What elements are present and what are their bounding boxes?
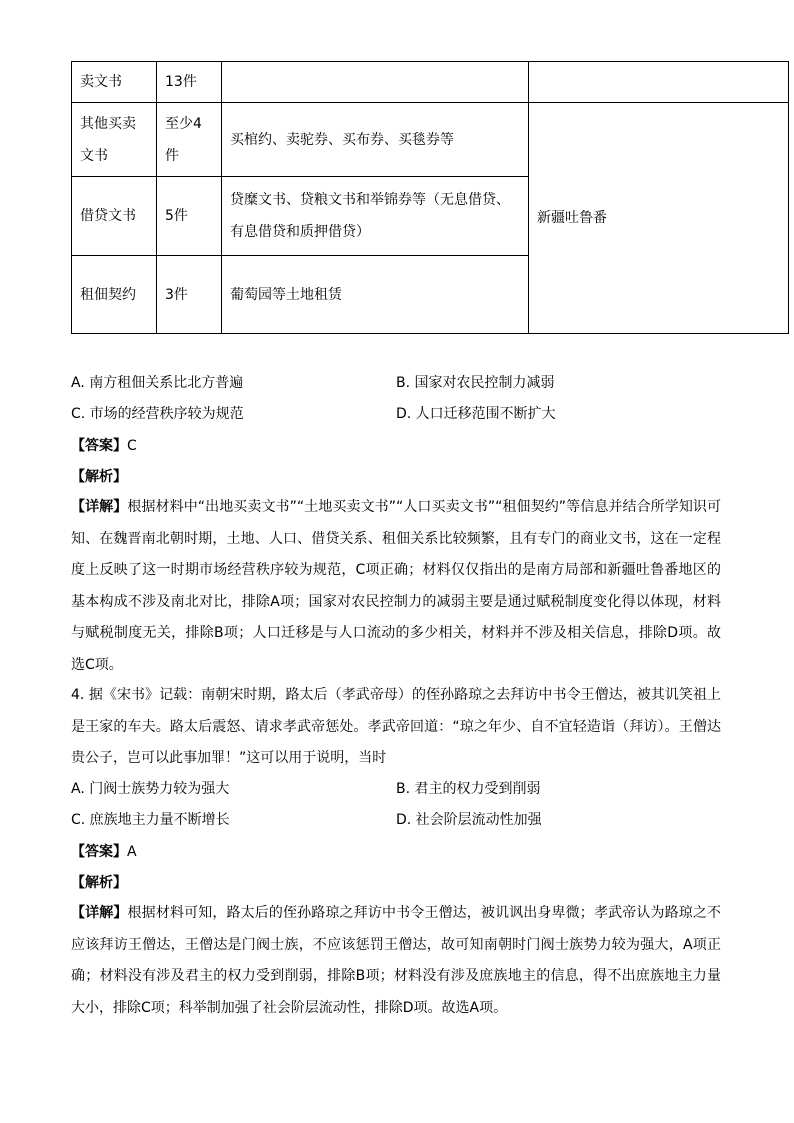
doc-content-cell: 买棺约、卖驼券、买布券、买毯券等	[222, 103, 529, 177]
q3-answer	[71, 436, 137, 456]
doc-content-cell: 葡萄园等土地租赁	[222, 256, 529, 334]
detail-label: 【详解】	[71, 905, 128, 921]
q4-option-c: C. 庶族地主力量不断增长	[71, 812, 230, 828]
doc-count-cell: 3件	[157, 256, 222, 334]
doc-count-cell: 5件	[157, 177, 222, 256]
q3-option-d: D. 人口迁移范围不断扩大	[396, 406, 556, 422]
q3-detail	[71, 492, 721, 681]
documents-table	[71, 61, 789, 334]
region-cell	[529, 62, 789, 103]
table-row	[72, 62, 789, 103]
answer-value: A	[127, 844, 137, 860]
doc-type-cell: 借贷文书	[72, 177, 157, 256]
doc-type-cell: 租佃契约	[72, 256, 157, 334]
q3-option-b: B. 国家对农民控制力减弱	[396, 375, 555, 391]
analysis-label: 【解析】	[71, 875, 127, 891]
q3-option-c: C. 市场的经营秩序较为规范	[71, 406, 244, 422]
answer-label: 【答案】	[71, 438, 127, 454]
q4-option-b: B. 君主的权力受到削弱	[396, 781, 541, 797]
detail-label: 【详解】	[71, 499, 128, 515]
merged-region-cell: 新疆吐鲁番	[529, 103, 789, 334]
q4-stem: 4. 据《宋书》记载：南朝宋时期，路太后（孝武帝母）的侄孙路琼之去拜访中书令王僧达，被其讥笑祖上是王家的车夫。路太后震怒、请求孝武帝惩处。孝武帝回道：“琼之年少、自不宜轻造诣（拜访）。王僧达贵公子，岂可以此事加罪！”这可以用于说明，当时	[71, 687, 721, 766]
answer-value: C	[127, 438, 137, 454]
doc-count-cell: 至少4件	[157, 103, 222, 177]
answer-label: 【答案】	[71, 844, 127, 860]
analysis-label: 【解析】	[71, 469, 127, 485]
detail-text: 根据材料中“出地买卖文书”“土地买卖文书”“人口买卖文书”“租佃契约”等信息并结合所学知识可知、在魏晋南北朝时期，土地、人口、借贷关系、租佃关系比较频繁，且有专门的商业文书，这在一定程度上反映了这一时期市场经营秩序较为规范，C项正确；材料仅仅指出的是南方局部和新疆吐鲁番地区的基本构成不涉及南北对比，排除A项；国家对农民控制力的减弱主要是通过赋税制度变化得以体现，材料与赋税制度无关，排除B项；人口迁移是与人口流动的多少相关，材料并不涉及相关信息，排除D项。故选C项。	[71, 499, 722, 673]
q4-answer	[71, 842, 137, 862]
q4-option-d: D. 社会阶层流动性加强	[396, 812, 542, 828]
q3-analysis-label	[71, 467, 127, 487]
doc-type-cell: 卖文书	[72, 62, 157, 103]
q4-analysis-label	[71, 873, 127, 893]
doc-content-cell: 贷糜文书、贷粮文书和举锦券等（无息借贷、有息借贷和质押借贷）	[222, 177, 529, 256]
q4-option-a: A. 门阀士族势力较为强大	[71, 781, 230, 797]
doc-content-cell	[222, 62, 529, 103]
doc-type-cell: 其他买卖文书	[72, 103, 157, 177]
detail-text: 根据材料可知，路太后的侄孙路琼之拜访中书令王僧达，被讥讽出身卑微；孝武帝认为路琼之不应该拜访王僧达，王僧达是门阀士族，不应该惩罚王僧达，故可知南朝时门阀士族势力较为强大，A项正确；材料没有涉及君主的权力受到削弱，排除B项；材料没有涉及庶族地主的信息，得不出庶族地主力量大小，排除C项；科举制加强了社会阶层流动性，排除D项。故选A项。	[71, 905, 722, 1016]
table-row	[72, 103, 789, 177]
q4-detail	[71, 898, 721, 1024]
doc-count-cell: 13件	[157, 62, 222, 103]
q3-option-a: A. 南方租佃关系比北方普遍	[71, 375, 244, 391]
